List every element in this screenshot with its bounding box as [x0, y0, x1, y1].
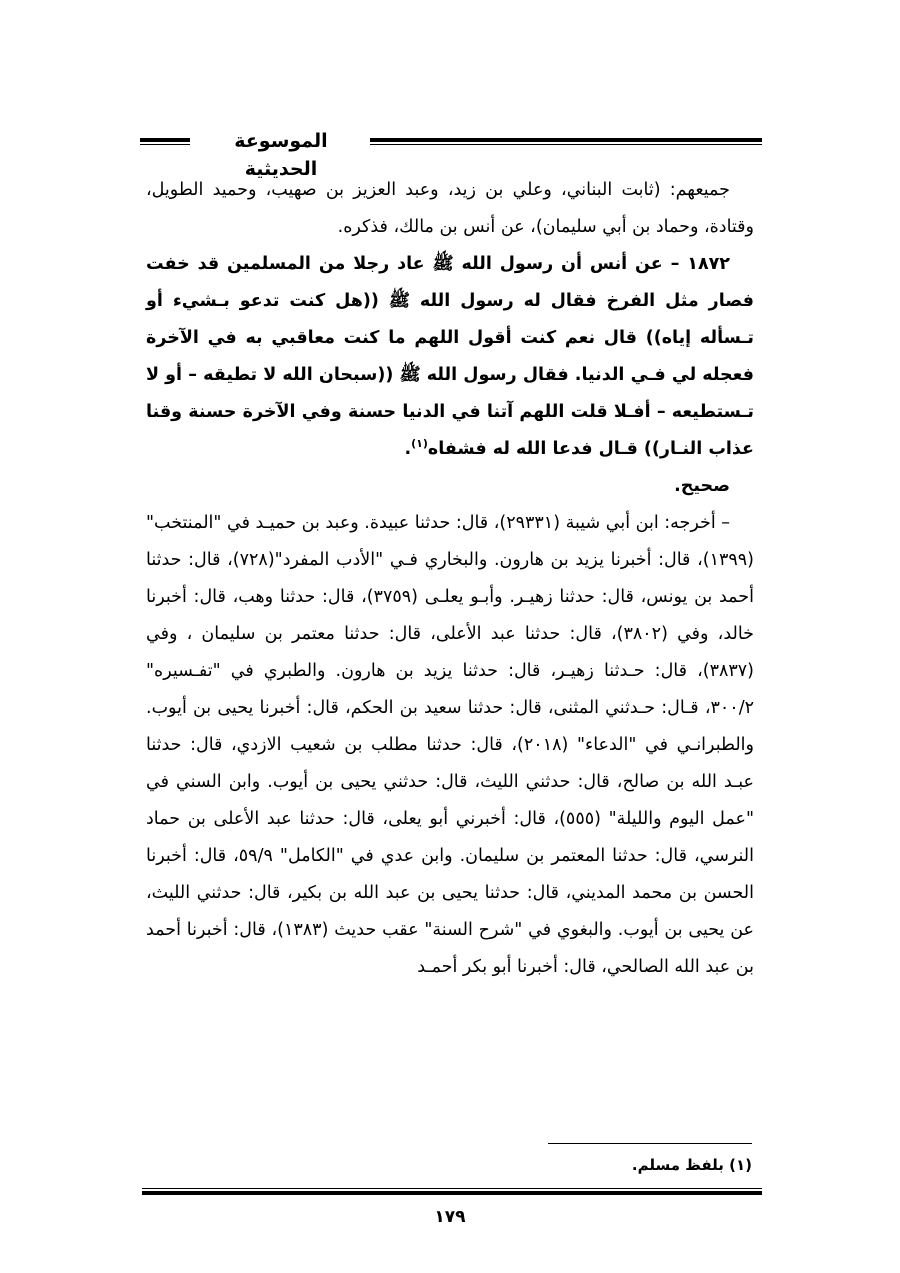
hadith-grade: صحيح. [674, 476, 730, 496]
header-title: الموسوعة الحديثية [234, 130, 328, 180]
main-text [146, 172, 754, 986]
hadith-text [146, 246, 754, 468]
footer-rule [142, 1188, 762, 1195]
footnote-separator [548, 1143, 752, 1144]
footnote: (١) بلفظ مسلم. [631, 1156, 752, 1174]
header-rule-left [140, 138, 190, 145]
paragraph-narrators: جميعهم: (ثابت البناني، وعلي بن زيد، وعبد العزيز بن صهيب، وحميد الطويل، وقتادة، وحماد بن أبي سليمان)، عن أنس بن مالك، فذكره. [146, 180, 754, 237]
hadith-end: . [404, 439, 412, 459]
running-header [140, 127, 762, 180]
hadith-body: ١٨٧٢ – عن أنس أن رسول الله ﷺ عاد رجلا من المسلمين قد خفت فصار مثل الفرخ فقال له رسول الله ﷺ ((هل كنت تدعو بـشيء أو تـسأله إياه)) قال نعم كنت أقول اللهم ما كنت معاقبي به في الآخرة فعجله لي فـي الدنيا. فقال رسول الله ﷺ ((سبحان الله لا تطيقه – أو لا تـستطيعه – أفـلا قلت اللهم آتنا في الدنيا حسنة وفي الآخرة حسنة وقنا عذاب النـار)) قـال فدعا الله له فشفاه [146, 254, 754, 459]
footnote-marker: (١) [411, 437, 428, 451]
takhrij-paragraph: – أخرجه: ابن أبي شيبة (٢٩٣٣١)، قال: حدثنا عبيدة. وعبد بن حميـد في "المنتخب" (١٣٩٩)، قال: أخبرنا يزيد بن هارون. والبخاري فـي "الأدب المفرد"(٧٢٨)، قال: حدثنا أحمد بن يونس، قال: حدثنا زهيـر. وأبـو يعلـى (٣٧٥٩)، قال: حدثنا وهب، قال: أخبرنا خالد، وفي (٣٨٠٢)، قال: حدثنا عبد الأعلى، قال: حدثنا معتمر بن سليمان ، وفي (٣٨٣٧)، قال: حـدثنا زهيـر، قال: حدثنا يزيد بن هارون. والطبري في "تفـسيره" ٣٠٠/٢، قـال: حـدثني المثنى، قال: حدثنا سعيد بن الحكم، قال: أخبرنا يحيى بن أيوب. والطبرانـي في "الدعاء" (٢٠١٨)، قال: حدثنا مطلب بن شعيب الازدي، قال: حدثنا عبـد الله بن صالح، قال: حدثني الليث، قال: حدثني يحيى بن أيوب. وابن السني في "عمل اليوم والليلة" (٥٥٥)، قال: أخبرني أبو يعلى، قال: حدثنا عبد الأعلى بن حماد النرسي، قال: حدثنا المعتمر بن سليمان. وابن عدي في "الكامل" ٥٩/٩، قال: أخبرنا الحسن بن محمد المديني، قال: حدثنا يحيى بن عبد الله بن بكير، قال: حدثني الليث، عن يحيى بن أيوب. والبغوي في "شرح السنة" عقب حديث (١٣٨٣)، قال: أخبرنا أحمد بن عبد الله الصالحي، قال: أخبرنا أبو بكر أحمـد [146, 513, 755, 977]
header-rule-right [370, 138, 762, 145]
page-number: ١٧٩ [434, 1207, 466, 1227]
